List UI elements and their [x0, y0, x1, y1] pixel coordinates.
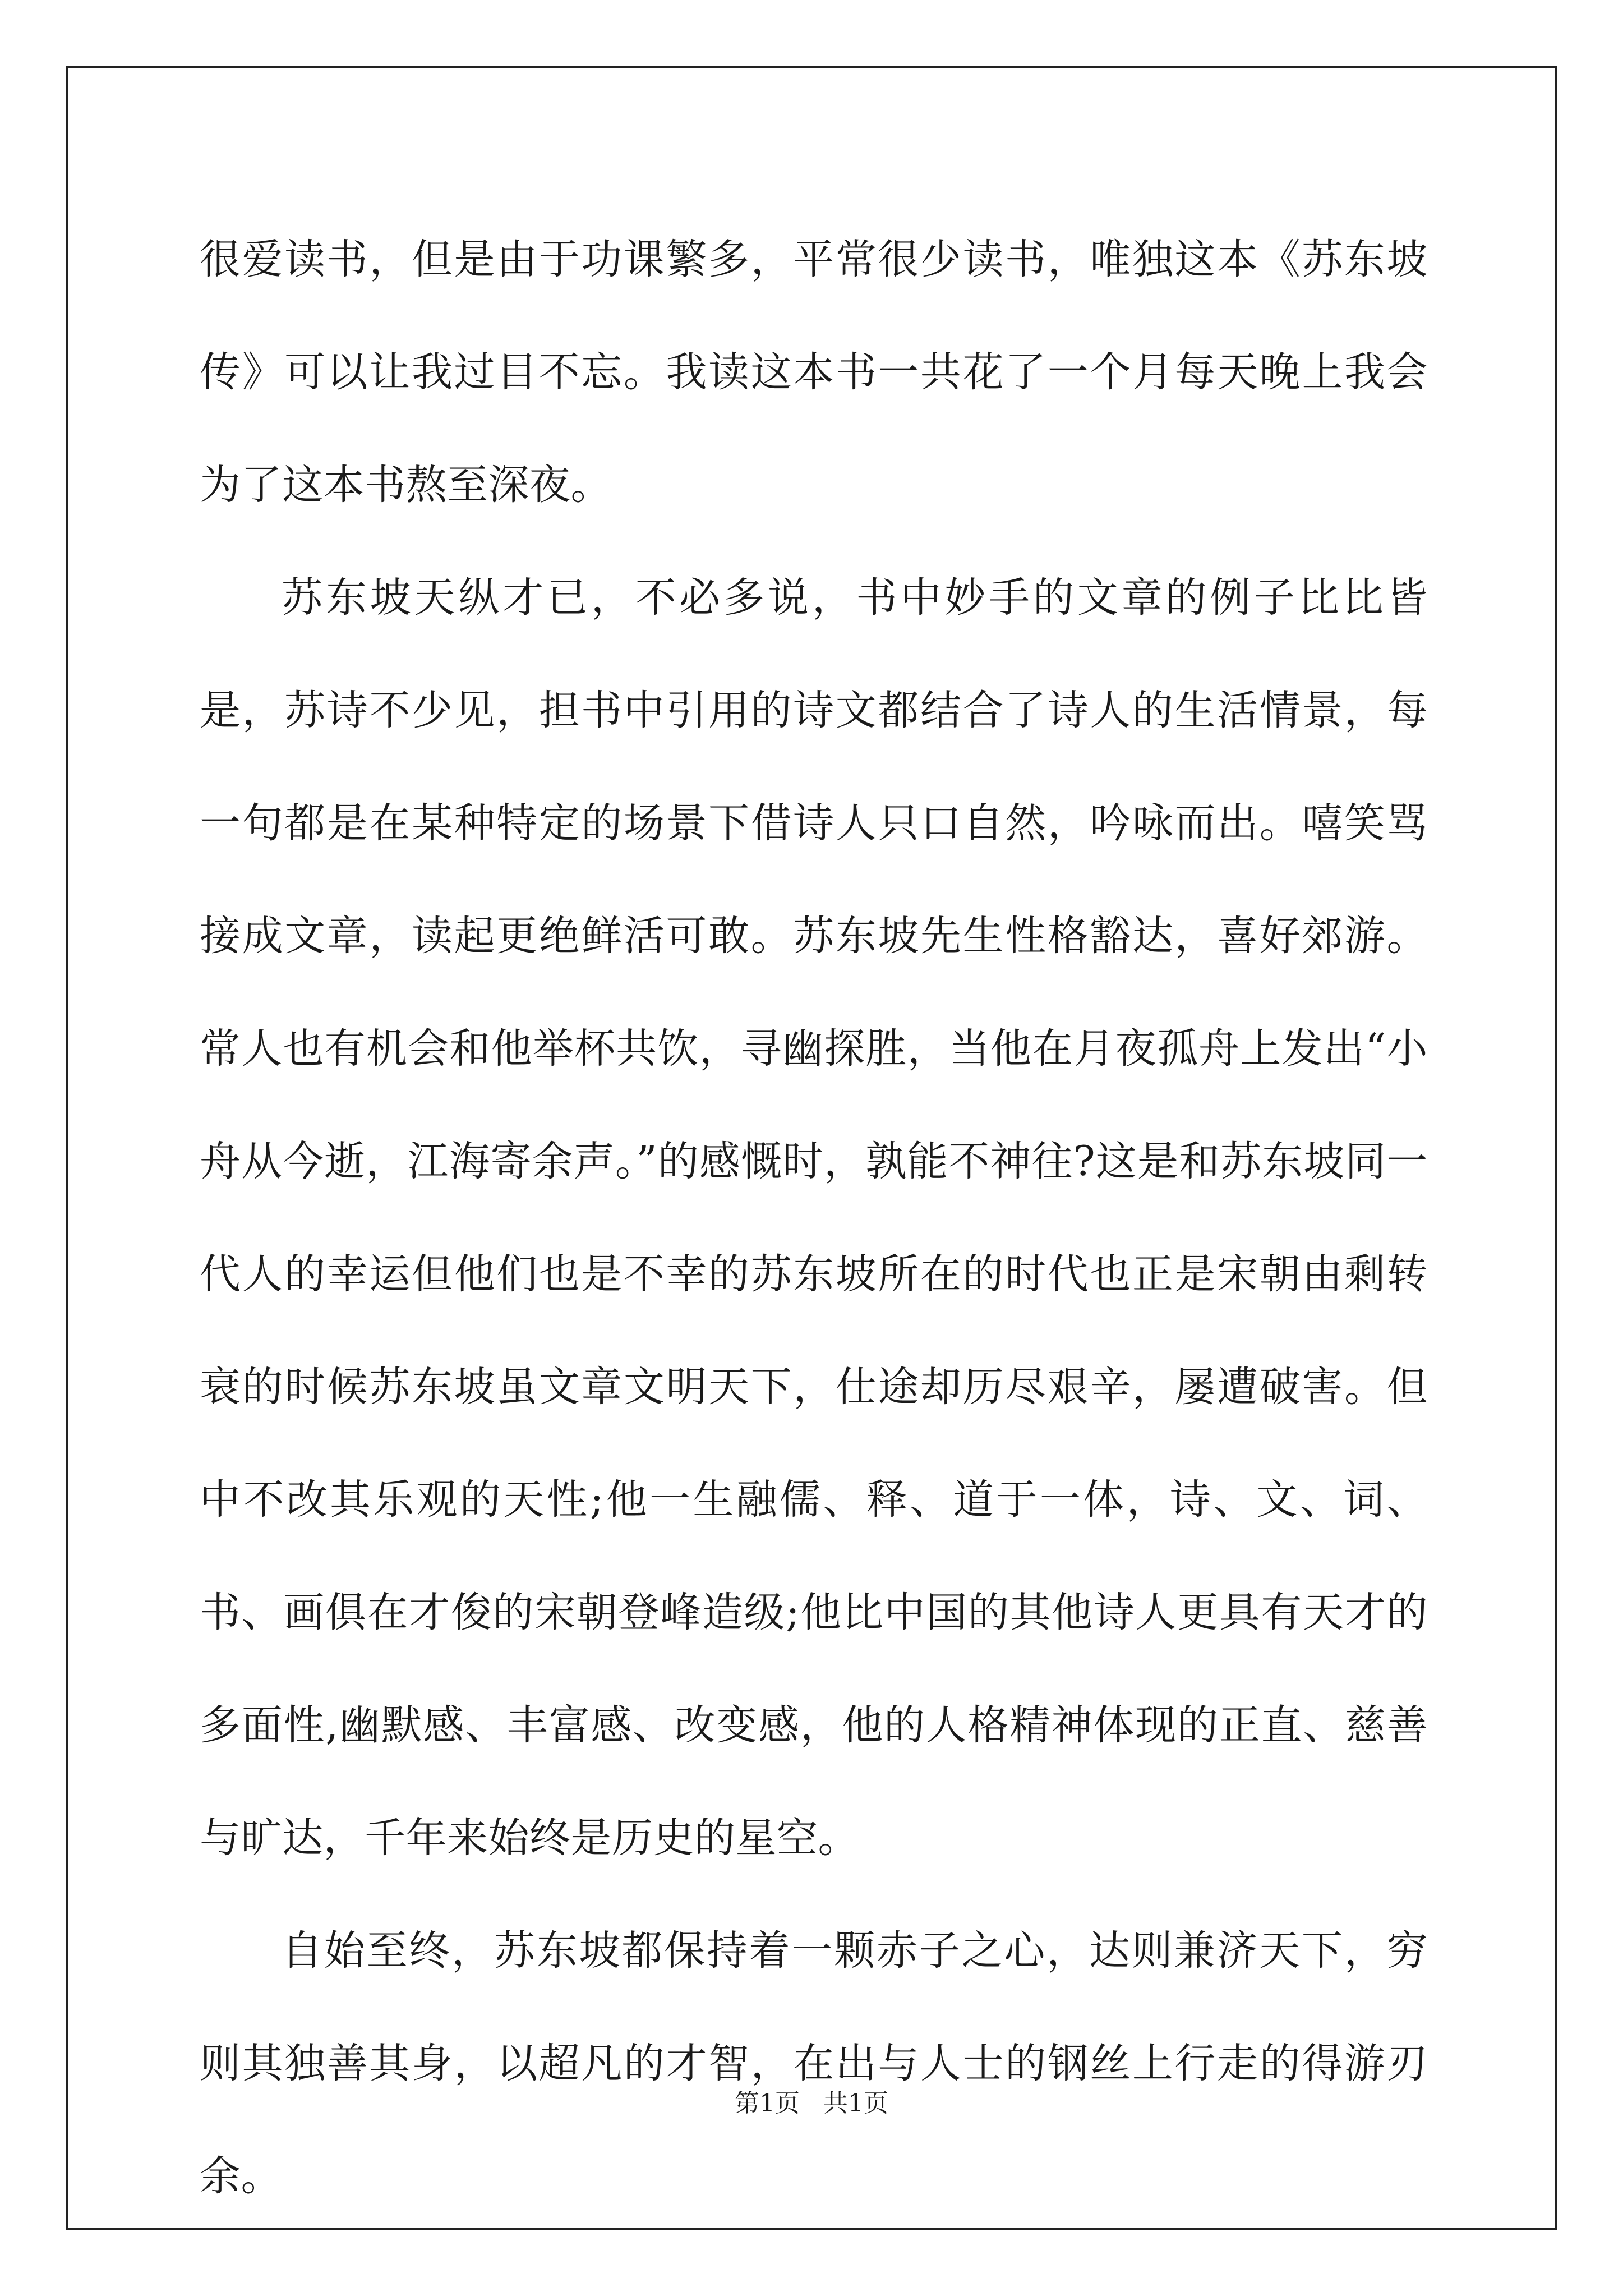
paragraph-1: 很爱读书，但是由于功课繁多，平常很少读书，唯独这本《苏东坡传》可以让我过目不忘。我读这本书一共花了一个月每天晚上我会为了这本书熬至深夜。 — [200, 236, 1428, 509]
paragraph-2: 苏东坡天纵才已，不必多说，书中妙手的文章的例子比比皆是，苏诗不少见，担书中引用的诗文都结合了诗人的生活情景，每一句都是在某种特定的场景下借诗人只口自然，吟咏而出。嘻笑骂接成文章，读起更绝鲜活可敢。苏东坡先生性格豁达，喜好郊游。常人也有机会和他举杯共饮，寻幽探胜，当他在月夜孤舟上发出“小舟从今逝，江海寄余声。”的感慨时，孰能不神往?这是和苏东坡同一代人的幸运但他们也是不幸的苏东坡所在的时代也正是宋朝由剩转衰的时候苏东坡虽文章文明天下，仕途却历尽艰辛，屡遭破害。但中不改其乐观的天性;他一生融儒、释、道于一体，诗、文、词、书、画俱在才俊的宋朝登峰造级;他比中国的其他诗人更具有天才的多面性,幽默感、丰富感、改变感，他的人格精神体现的正直、慈善与旷达，千年来始终是历史的星空。 — [200, 574, 1428, 1862]
page-number-footer: 第1页 共1页 — [735, 2089, 888, 2118]
paragraph-3: 自始至终，苏东坡都保持着一颗赤子之心，达则兼济天下，穷则其独善其身，以超凡的才智，在出与人士的钢丝上行走的得游刃余。 — [200, 1927, 1428, 2200]
document-body — [200, 203, 1428, 2233]
